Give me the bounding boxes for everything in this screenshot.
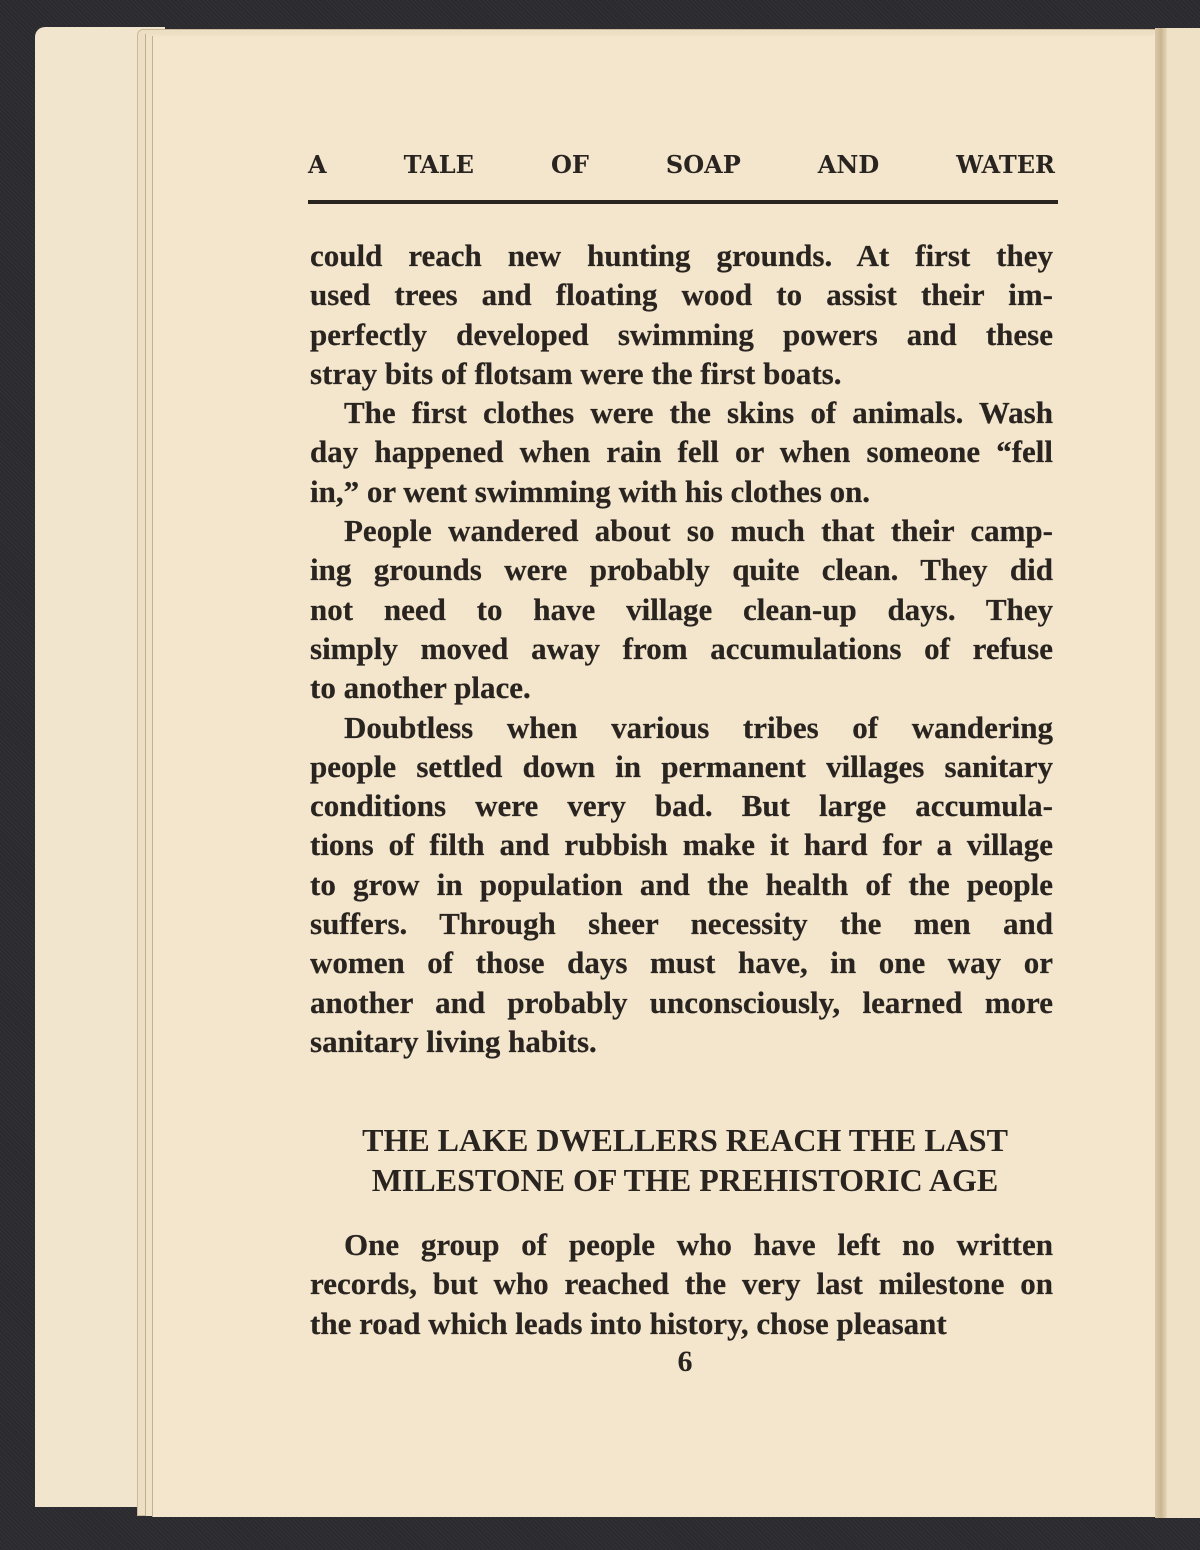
text-line: not need to have village clean-up days. They [310,591,1053,627]
text-line: to grow in population and the health of the people [310,866,1053,902]
text-line: tions of filth and rubbish make it hard for a village [310,827,1053,863]
text-line: another and probably unconsciously, learned more [310,984,1053,1020]
header-rule [308,200,1058,204]
text-line: sanitary living habits. [310,1023,597,1059]
text-line: day happened when rain fell or when someone “fell [310,434,1053,470]
header-word: OF [550,150,589,179]
header-word: A [308,150,327,179]
text-line: conditions were very bad. But large accumula- [310,788,1053,824]
body-text [310,236,1053,1061]
text-line: perfectly developed swimming powers and these [310,316,1053,352]
text-line: to another place. [310,670,531,706]
text-line: women of those days must have, in one way or [310,945,1053,981]
text-line: The first clothes were the skins of animals. Wash [344,395,1053,431]
text-line: the road which leads into history, chose pleasant [310,1305,947,1341]
text-line: people settled down in permanent villages sanitary [310,748,1053,784]
text-line: in,” or went swimming with his clothes on. [310,473,871,509]
running-header [308,150,1055,179]
header-word: AND [817,150,880,179]
section-paragraph [310,1225,1053,1343]
text-line: One group of people who have left no written [344,1227,1053,1262]
section-heading [300,1120,1070,1200]
page-number: 6 [677,1345,693,1378]
header-word: WATER [956,150,1055,179]
book-gutter [1155,28,1167,1518]
text-line: suffers. Through sheer necessity the men and [310,906,1053,942]
text-line: stray bits of flotsam were the first boats. [310,355,842,391]
heading-line: THE LAKE DWELLERS REACH THE LAST [362,1122,1008,1158]
text-line: Doubtless when various tribes of wandering [344,709,1053,745]
text-line: simply moved away from accumulations of refuse [310,630,1053,666]
text-line: ing grounds were probably quite clean. They did [310,552,1053,588]
text-line: could reach new hunting grounds. At first they [310,238,1053,273]
header-word: SOAP [665,150,741,179]
heading-line: MILESTONE OF THE PREHISTORIC AGE [371,1162,999,1198]
facing-page-edge [1167,28,1200,1518]
text-line: records, but who reached the very last milestone on [310,1266,1053,1302]
header-word: TALE [403,150,474,179]
text-line: used trees and floating wood to assist their im- [310,277,1053,313]
text-line: People wandered about so much that their camp- [344,513,1053,549]
